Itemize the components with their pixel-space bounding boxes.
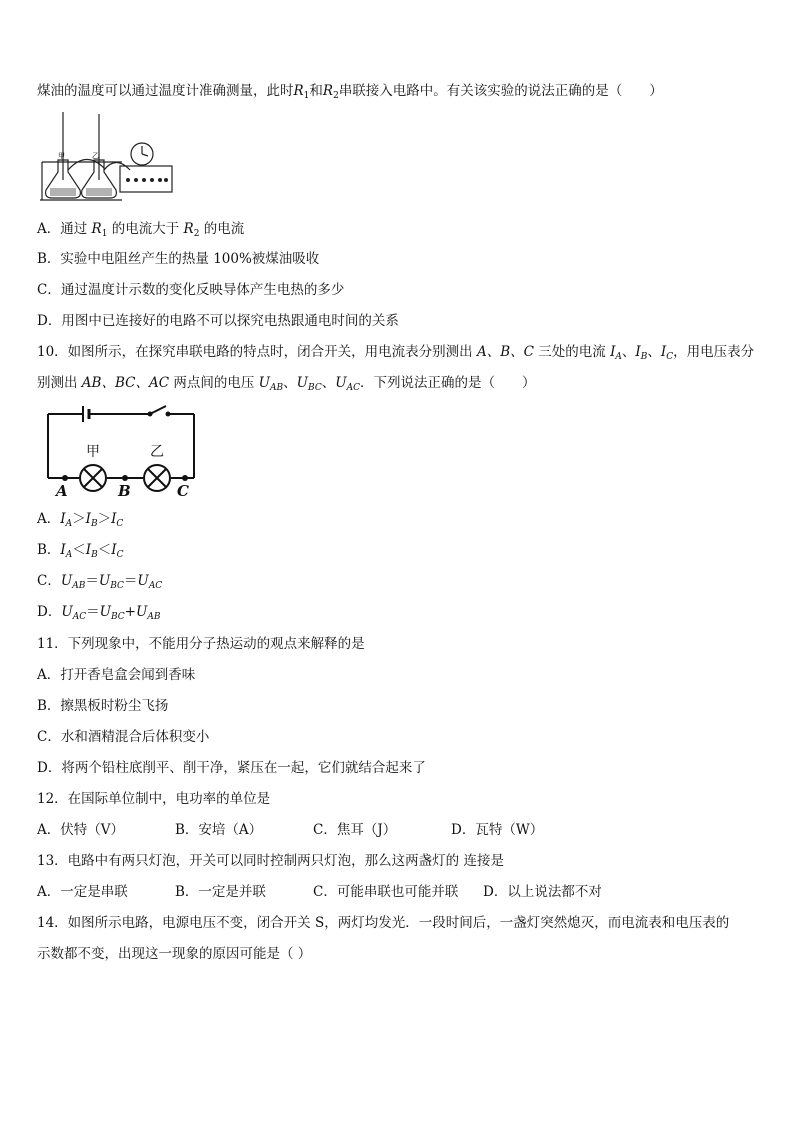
q10-ib: I [635,344,641,360]
q10-opt-d-var: U [135,604,148,620]
q12-option-b[interactable]: B．安培（A） [175,822,263,838]
q9-experiment-figure [38,110,176,206]
q12-stem: 12．在国际单位制中，电功率的单位是 [37,791,271,807]
q10-text: 10．如图所示，在探究串联电路的特点时，闭合开关，用电流表分别测出 [37,344,477,360]
q10-ia-sub: A [615,352,622,362]
figure-label-jia: 甲 [58,152,65,160]
lamp-label-yi: 乙 [150,444,164,460]
q13-option-b[interactable]: B．一定是并联 [175,884,266,900]
q10-opt-c-var: U [98,573,111,589]
q10-segments: AB、BC、AC [81,375,170,391]
q10-ic: I [660,344,667,360]
q11-option-a[interactable]: A．打开香皂盒会闻到香味 [37,667,196,683]
lamp-label-jia: 甲 [86,444,100,460]
q10-opt-d-op: + [124,604,136,620]
q9-option-b[interactable]: B．实验中电阻丝产生的热量 100%被煤油吸收 [37,251,320,267]
q10-opt-a-sub: B [90,519,98,529]
q10-opt-a-op: ＞ [97,511,112,527]
node-c-dot [182,475,188,481]
q12-option-a[interactable]: A．伏特（V） [37,822,124,838]
q9-r1-sub: 1 [303,91,310,101]
q10-opt-d-label: D． [37,604,62,620]
q13-option-c[interactable]: C．可能串联也可能并联 [313,884,459,900]
node-label-a: A [56,482,68,500]
q9-stem [37,82,663,100]
q10-uac: U [335,375,347,391]
q10-text: 别测出 [37,375,82,391]
q14-stem-line1: 14．如图所示电路，电源电压不变，闭合开关 S，两灯均发光．一段时间后，一盏灯突然熄灭，而电流表和电压表的 [37,915,730,931]
q10-ic-sub: C [666,352,674,362]
q9-option-d[interactable]: D．用图中已连接好的电路不可以探究电热跟通电时间的关系 [37,313,399,329]
q9-opt-a-text: 的电流 [199,221,245,237]
q9-stem-text: 煤油的温度可以通过温度计准确测量，此时 [37,83,294,99]
node-label-c: C [177,482,189,500]
q9-opt-a-text: A．通过 [37,221,92,237]
q10-option-b[interactable] [37,541,123,559]
q13-option-d[interactable]: D．以上说法都不对 [483,884,602,900]
q10-option-c[interactable] [37,572,162,590]
q9-option-c[interactable]: C．通过温度计示数的变化反映导体产生电热的多少 [37,282,345,298]
q10-opt-c-op: ＝ [85,573,99,589]
q11-option-b[interactable]: B．擦黑板时粉尘飞扬 [37,698,169,714]
q10-opt-b-var: I [60,542,66,558]
q12-options [37,821,589,839]
q10-points: A、B、C [476,344,534,360]
q10-sep: 、 [647,344,661,360]
q10-text: ，用电压表分 [673,344,755,360]
q10-opt-d-sub: BC [111,612,125,622]
q10-stem-line1 [37,343,754,361]
q10-opt-b-op: ＜ [72,542,86,558]
q10-opt-a-var: I [60,511,66,527]
q10-opt-d-sub: AB [147,612,161,622]
q10-uab: U [258,375,271,391]
node-label-b: B [118,482,131,500]
q10-uac-sub: AC [346,383,360,393]
q10-opt-a-sub: C [116,519,124,529]
q10-opt-c-sub: BC [110,581,124,591]
q9-r2: R [322,83,334,99]
q11-stem: 11．下列现象中，不能用分子热运动的观点来解释的是 [37,636,365,652]
q10-opt-a-var: I [85,511,91,527]
q10-option-d[interactable] [37,603,161,621]
q10-circuit-diagram [38,404,203,500]
figure-label-yi: 乙 [92,152,99,160]
q10-opt-c-var: U [137,573,149,589]
q9-opt-a-r1-sub: 1 [101,229,108,239]
q14-stem-line2: 示数都不变，出现这一现象的原因可能是（ ） [37,946,312,962]
q9-stem-text: 串联接入电路中。有关该实验的说法正确的是（ ） [338,83,663,99]
node-a-dot [62,475,68,481]
q10-sep: 、 [321,375,336,391]
q9-r2-sub: 2 [333,91,339,101]
q12-option-c[interactable]: C．焦耳（J） [313,822,397,838]
q13-option-a[interactable]: A．一定是串联 [37,884,128,900]
q10-sep: 、 [621,344,636,360]
q10-opt-d-var: U [61,604,73,620]
q10-opt-d-op: ＝ [86,604,100,620]
q9-opt-a-r2: R [183,221,194,237]
q10-uab-sub: AB [270,383,284,393]
q10-text: ．下列说法正确的是（ ） [360,375,536,391]
q10-opt-a-label: A． [37,511,61,527]
q10-ib-sub: B [640,352,648,362]
q10-opt-b-sub: B [91,550,98,560]
q10-opt-b-sub: C [116,550,124,560]
q10-ubc-sub: BC [308,383,322,393]
q10-opt-c-label: C． [37,573,61,589]
q9-option-a[interactable] [37,220,244,238]
q10-opt-a-op: ＞ [72,511,86,527]
q10-opt-b-label: B． [37,542,61,558]
q10-opt-a-sub: A [65,519,73,529]
q11-option-c[interactable]: C．水和酒精混合后体积变小 [37,729,210,745]
q10-ubc: U [296,375,309,391]
q10-sep: 、 [283,375,297,391]
q10-opt-c-op: ＝ [123,573,138,589]
q9-stem-text: 和 [309,83,323,99]
q9-opt-a-r1: R [91,221,102,237]
q10-text: 三处的电流 [533,344,611,360]
q9-r1: R [293,83,304,99]
node-b-dot [122,475,128,481]
q10-opt-b-var: I [111,542,117,558]
q10-opt-b-op: ＜ [97,542,112,558]
q13-stem: 13．电路中有两只灯泡，开关可以同时控制两只灯泡，那么这两盏灯的 连接是 [37,853,504,869]
q9-opt-a-r2-sub: 2 [193,229,200,239]
q10-ia: I [610,344,616,360]
q9-opt-a-text: 的电流大于 [107,221,184,237]
q10-opt-d-var: U [99,604,111,620]
q10-opt-c-var: U [60,573,73,589]
q11-option-d[interactable]: D．将两个铅柱底削平、削干净，紧压在一起，它们就结合起来了 [37,760,426,776]
q10-stem-line2 [37,374,536,392]
q10-text: 两点间的电压 [169,375,259,391]
q10-option-a[interactable] [37,510,123,528]
switch-blade [150,406,166,414]
q10-opt-b-sub: A [65,550,73,560]
q10-opt-b-var: I [85,542,92,558]
q10-opt-a-var: I [111,511,117,527]
q10-opt-d-sub: AC [72,612,87,622]
q13-options [37,883,621,901]
q10-opt-c-sub: AC [148,581,163,591]
q10-opt-c-sub: AB [72,581,86,591]
q12-option-d[interactable]: D．瓦特（W） [451,822,544,838]
